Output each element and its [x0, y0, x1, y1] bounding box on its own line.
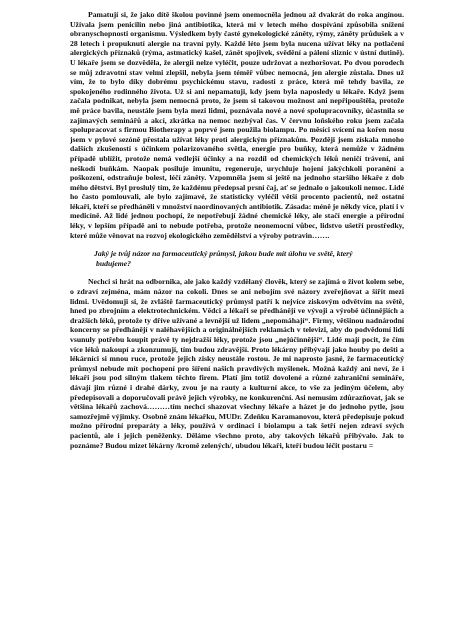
interview-question [70, 249, 404, 268]
interview-question-line-1: Jaký je tvůj názor na farmaceutický průmysl, jakou bude mít úlohu ve světě, který [94, 249, 353, 259]
body-paragraph-1: Pamatují si, že jako dítě školou povinné jsem onemocněla jednou až dvakrát do roka angínou. Užívala jsem penicilin nebo jiná antibiotika, která mi v letech mého dospívání způsobila snížení obranyschopnosti organismu. Výsledkem byly časté gynekologické záněty, rýmy, záněty průdušek a v 28 letech i propuknutí alergie na travní pyly. Každé léto jsem byla nucena užívat léky na potlačení alergických příznaků (rýma, astmatický kašel, zánět spojivek, svědění a pálení sliznic v ústní dutině). U lékaře jsem se dozvěděla, že alergii nelze vyléčit, pouze udržovat a nezhoršovat. Po dvou porodech se můj zdravotní stav velmi zlepšil, nebyla jsem téměř vůbec nemocná, jen alergie zůstala. Dnes už vím, že to bylo díky dobrému psychickému stavu, radosti z práce, která mě tehdy bavila, ze spokojeného rodinného života. Už si ani nepamatuji, kdy jsem byla naposledy u lékaře. Když jsem začala podnikat, nebyla jsem nemocná proto, že jsem si takovou možnost ani nepřipouštěla, protože mě práce bavila, neustále jsem byla mezi lidmi, poznávala nové a nové spolupracovníky, účastnila se zajímavých seminářů a akcí, zkrátka na nemoc nezbýval čas. V červnu loňského roku jsem začala spolupracovat s firmou Biotherapy a poprvé jsem použila biolampu. Po měsíci svícení na kořen nosu jsem v pylové sezóně přestala užívat léky proti alergickým příznakům. Později jsem získala mnoho dalších zkušeností s účinkem polarizovaného světla, energie pro buňky, která nemůže v žádném případě ublížit, protože nemá vedlejší účinky a na rozdíl od chemických léků neničí trávení, ani neškodí buňkám. Naopak posiluje imunitu, regeneruje, urychluje hojení jakýchkoli poranění a poškození, odstraňuje bolest, léčí záněty. Vzpomněla jsem si ještě na jednoho staršího lékaře z dob mého dětství. Byl proslulý tím, že každému předepsal prsní čaj, ať se jednalo o jakoukoli nemoc. Lidé ho často pomlouvali, ale bylo zajímavé, že statisticky vyléčil větší procento pacientů, než ostatní lékaři, kteří se předháněli v množství naordinovaných antibiotik. Zásada: méně je někdy více, platí i v medicíně. Až lidé jednou pochopí, že nepotřebují žádné chemické léky, ale stačí energie a přírodní léky, v lepším případě ani to nebude potřeba, protože neonemocní vůbec, lidstvo ušetří prostředky, které může věnovat na rozvoj ekologického zemědělství a výroby potravin……. [70, 10, 404, 240]
interview-question-line-2: budujeme? [96, 258, 132, 268]
body-paragraph-2: Nechci si hrát na odbornika, ale jako každý vzdělaný člověk, který se zajímá o život kolem sebe, o zdraví zejména, mám názor na cokoli. Dnes se ani nebojím své názory zveřejňovat a šířit mezi lidmi. Uvědomuji si, že zvláště farmaceutický průmysl patří k nejvíce ziskovým odvětvím na světě, hned po zbrojním a elektrotechnickém. Vědci a lékaři se předhánějí ve vývoji a výrobě účinnějších a dražších léků, protože ty dříve užívané a levnější už lidem „nepomáhají“. Firmy, většinou nadnárodní koncerny se předhánějí v naléhavějších a originálnějších reklamách v televizi, aby do podvědomí lidí vsunuly potřebu koupit právě ty nejdražší léky, protože jsou „nejúčinnější“. Lidé mají pocit, že čím více léků nakoupí a zkonzumují, tím budou zdravější. Proto lékárny přibývají jako houby po dešti a lékárníci si mnou ruce, protože jejich zisky neustále rostou. Je mi naprosto jasné, že farmaceutický průmysl nebude mít pochopení pro šíření našich pravdivých myšlenek. Možná každý ani neví, že i lékaři jsou pod silným tlakem těchto firem. Platí jim totiž dovolené a různé zahraniční semináře, dávají jim různé i drahé dárky, zvou je na rauty a kulturní akce, to vše za jediným účelem, aby předepisovali a doporučovali právě jejich výrobky, ne konkurenční. Asi nemusím zdůrazňovat, jak se většina lékařů zachová………tím nechci shazovat všechny lékaře a házet je do jednoho pytle, jsou samozřejmě výjimky. Osobně znám lékařku, MUDr. Zdeňku Karamanovou, která předepisuje pokud možno přírodní preparáty a léky, používá v ordinaci i biolampu a tak šetří nejen zdraví svých pacientů, ale i jejich peněženky. Děláme všechno proto, aby takových lékařů přibývalo. Jak to poznáme? Budou mizet lékárny /kromě zelených/, ubudou lékaři, kteří budou léčit postaru = [70, 277, 404, 450]
